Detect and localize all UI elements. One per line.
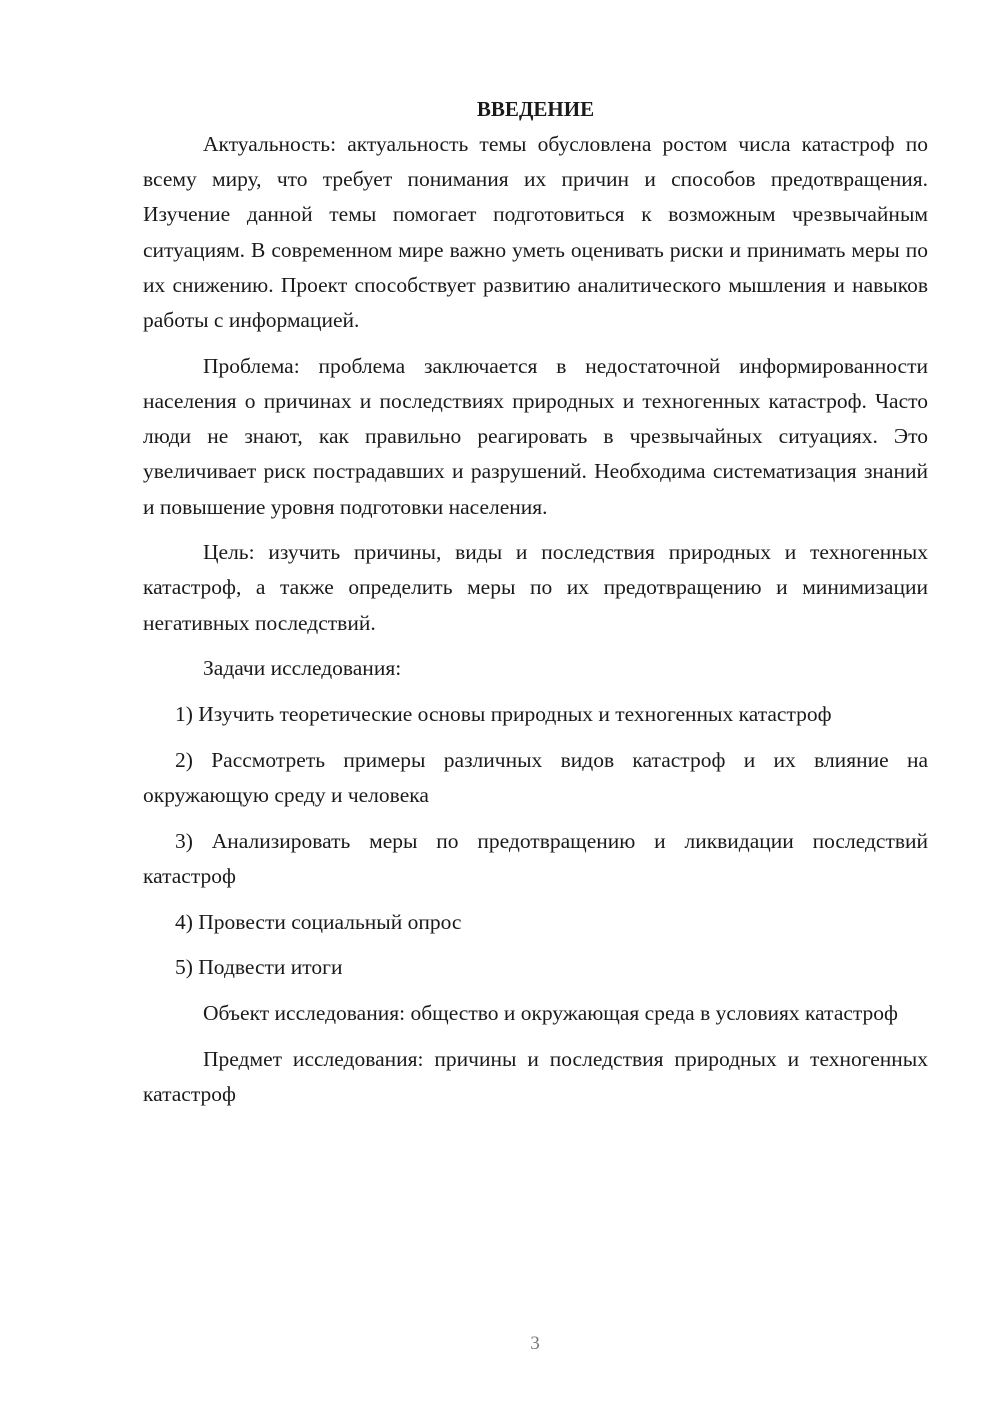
list-item: 3) Анализировать меры по предотвращению и ликвидации последствий катастроф [143, 828, 928, 888]
list-item: 2) Рассмотреть примеры различных видов катастроф и их влияние на окружающую среду и человека [143, 747, 928, 807]
paragraph-object: Объект исследования: общество и окружающая среда в условиях катастроф [203, 1000, 898, 1025]
paragraph-problem: Проблема: проблема заключается в недостаточной информированности населения о причинах и последствиях природных и техногенных катастроф. Часто люди не знают, как правильно реагировать в чрезвычайных ситуациях. Это увеличивает риск пострадавших и разрушений. Необходима систематизация знаний и повышение уровня подготовки населения. [143, 353, 928, 519]
page-title: ВВЕДЕНИЕ [476, 97, 595, 121]
list-item: 1) Изучить теоретические основы природных и техногенных катастроф [175, 702, 832, 727]
page-number: 3 [530, 1333, 540, 1354]
paragraph-goal: Цель: изучить причины, виды и последствия природных и техногенных катастроф, а также определить меры по их предотвращению и минимизации негативных последствий. [143, 540, 928, 635]
page-content [143, 92, 928, 1123]
paragraph-subject: Предмет исследования: причины и последствия природных и техногенных катастроф [143, 1046, 928, 1106]
list-item: 5) Подвести итоги [175, 955, 343, 980]
list-item: 4) Провести социальный опрос [175, 909, 462, 934]
tasks-heading: Задачи исследования: [203, 656, 402, 681]
paragraph-relevance: Актуальность: актуальность темы обусловлена ростом числа катастроф по всему миру, что требует понимания их причин и способов предотвращения. Изучение данной темы помогает подготовиться к возможным чрезвычайным ситуациям. В современном мире важно уметь оценивать риски и принимать меры по их снижению. Проект способствует развитию аналитического мышления и навыков работы с информацией. [143, 132, 928, 333]
